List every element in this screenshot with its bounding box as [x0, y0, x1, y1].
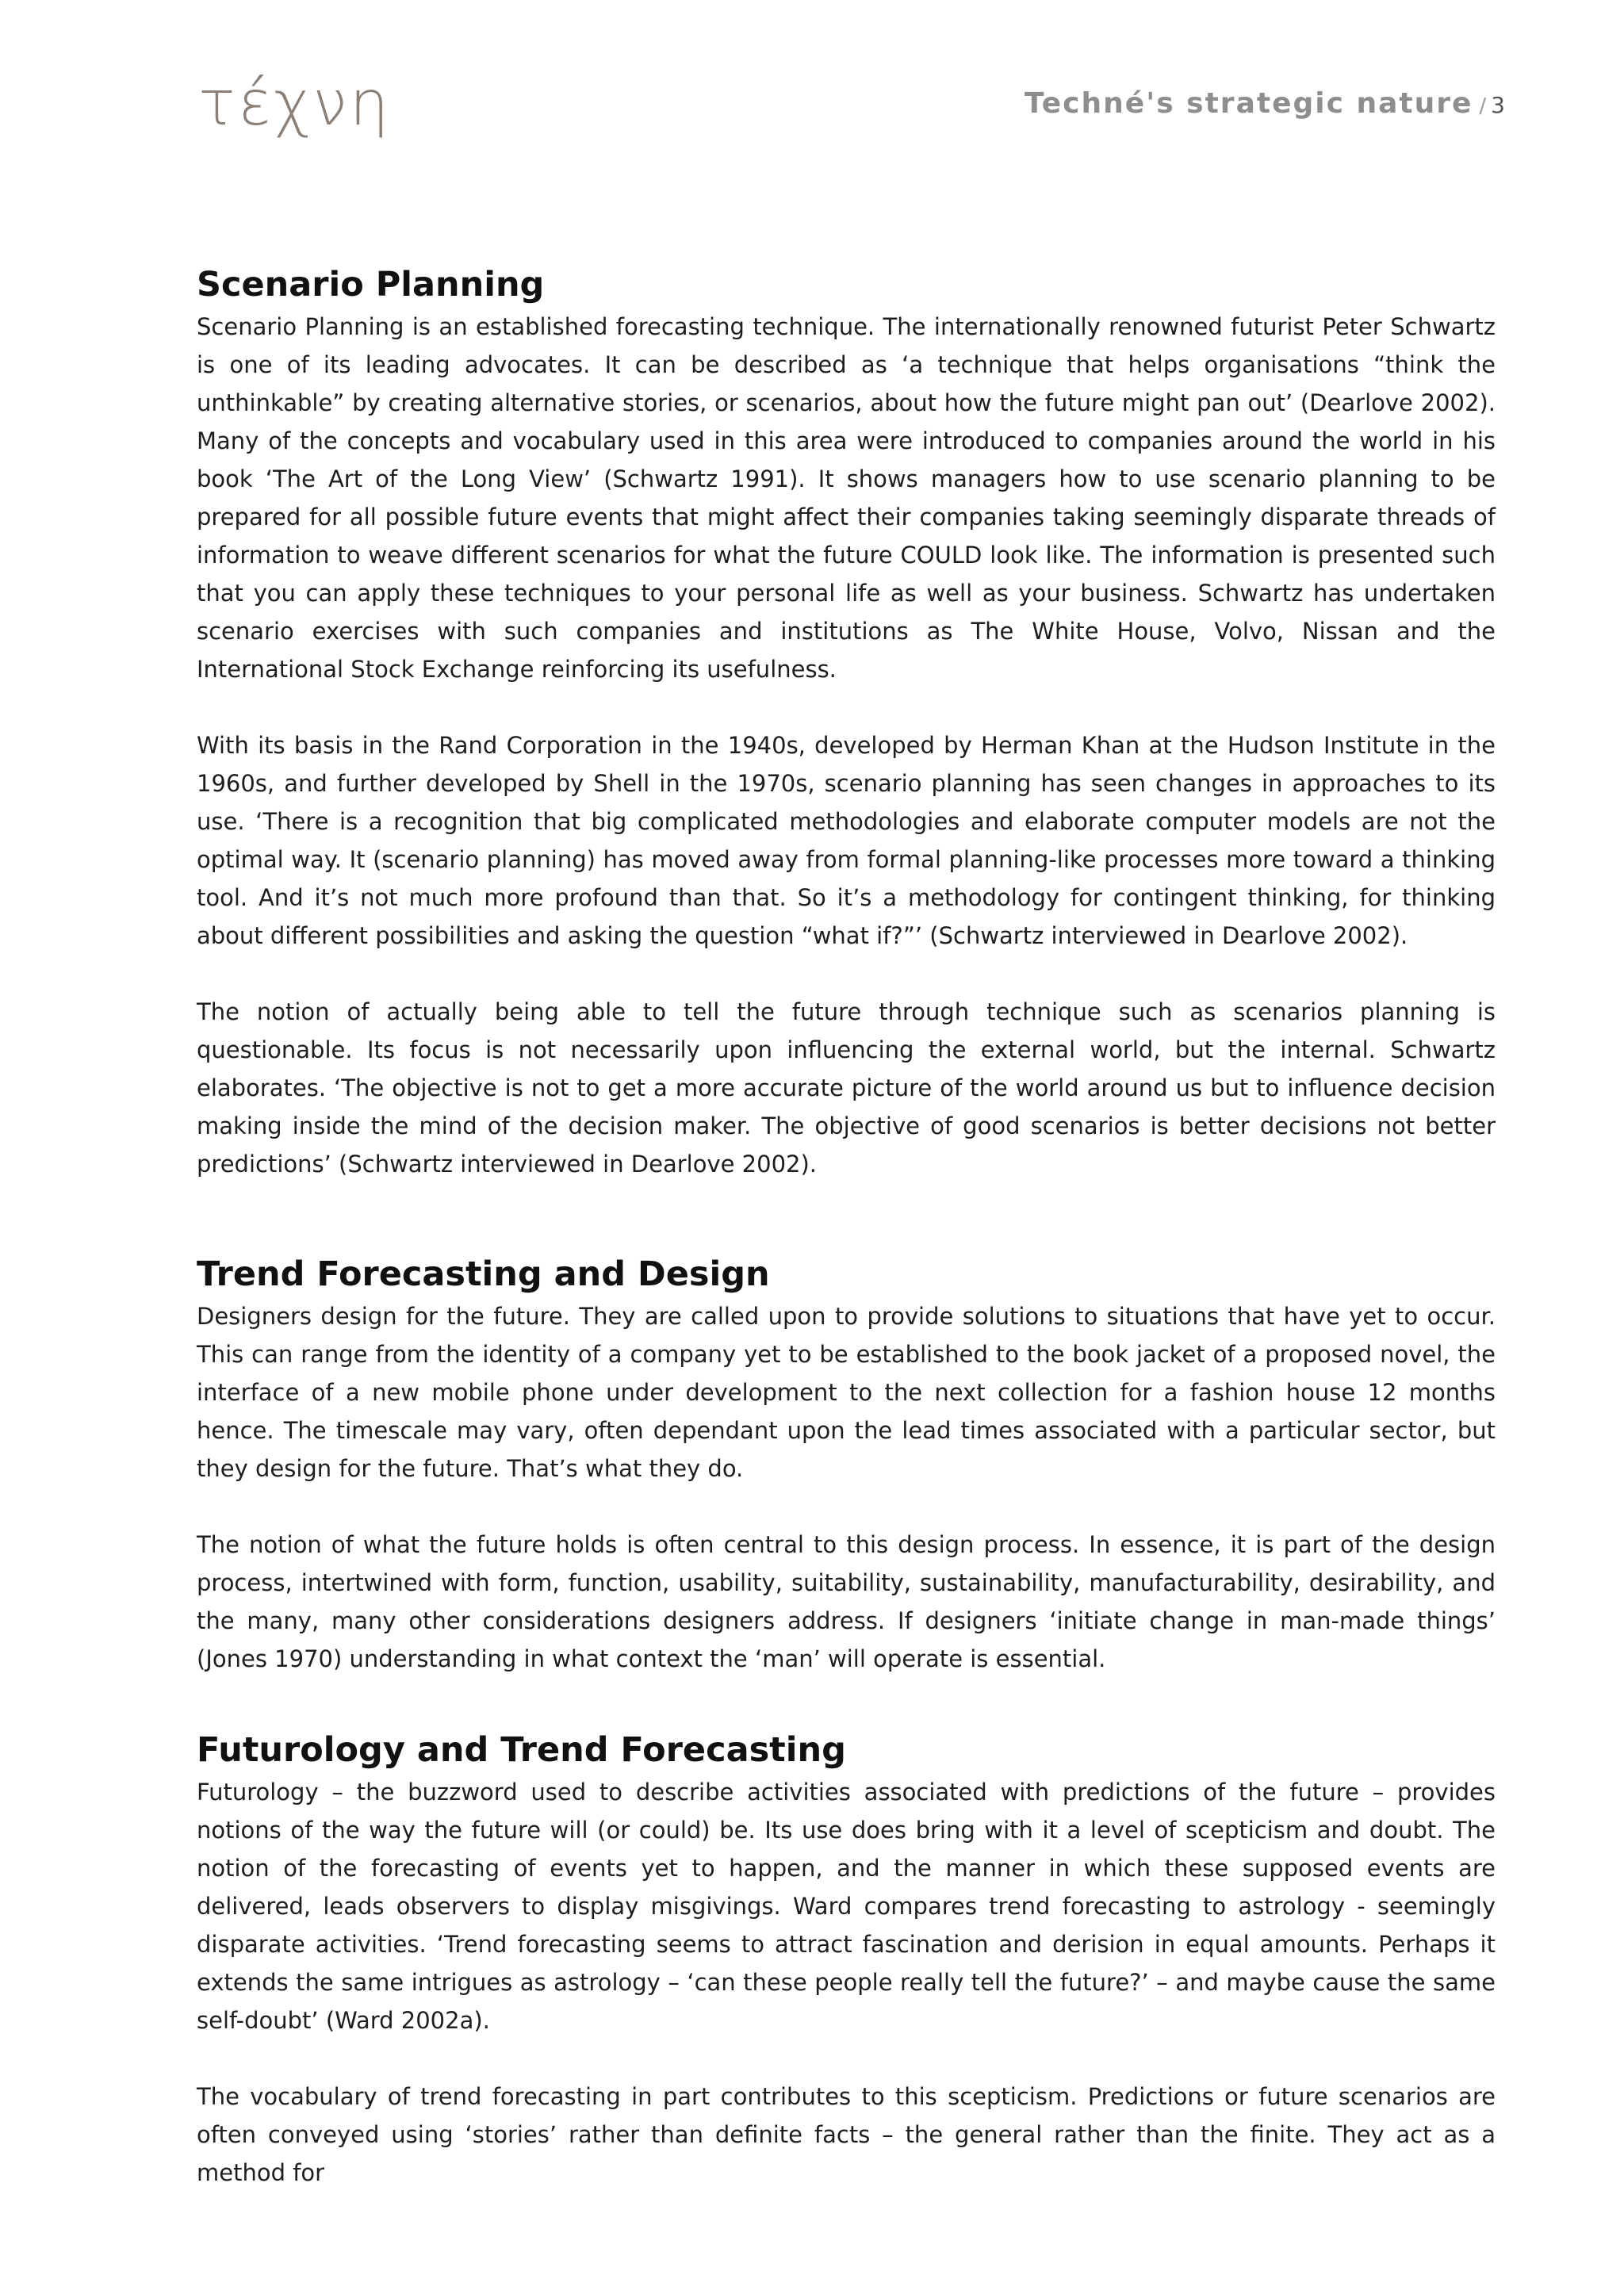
- running-header: [1025, 87, 1505, 120]
- paragraph: The notion of what the future holds is often central to this design process. In essence, it is part of the design process, intertwined with form, function, usability, suitability, sustainability, manufacturability, desirability, and the many, many other considerations designers address. If designers ‘initiate change in man-made things’ (Jones 1970) understanding in what context the ‘man’ will operate is essential.: [197, 1531, 1496, 1672]
- page-body: [197, 262, 1496, 2192]
- paragraph: The vocabulary of trend forecasting in part contributes to this scepticism. Predictions or future scenarios are often conveyed using ‘stories’ rather than definite facts – the general rather than the finite. They act as a method for: [197, 2083, 1496, 2186]
- paragraph: Scenario Planning is an established forecasting technique. The internationally renowned futurist Peter Schwartz is one of its leading advocates. It can be described as ‘a technique that helps organisations “think the unthinkable” by creating alternative stories, or scenarios, about how the future might pan out’ (Dearlove 2002). Many of the concepts and vocabulary used in this area were introduced to companies around the world in his book ‘The Art of the Long View’ (Schwartz 1991). It shows managers how to use scenario planning to be prepared for all possible future events that might affect their companies taking seemingly disparate threads of information to weave different scenarios for what the future COULD look like. The information is presented such that you can apply these techniques to your personal life as well as your business. Schwartz has undertaken scenario exercises with such companies and institutions as The White House, Volvo, Nissan and the International Stock Exchange reinforcing its usefulness.: [197, 313, 1496, 683]
- techne-logo: τέχνη: [198, 68, 392, 140]
- section-heading-trend-forecasting-design: Trend Forecasting and Design: [197, 1254, 770, 1294]
- paragraph: With its basis in the Rand Corporation in the 1940s, developed by Herman Khan at the Hudson Institute in the 1960s, and further developed by Shell in the 1970s, scenario planning has seen changes in approaches to its use. ‘There is a recognition that big complicated methodologies and elaborate computer models are not the optimal way. It (scenario planning) has moved away from formal planning-like processes more toward a thinking tool. And it’s not much more profound than that. So it’s a methodology for contingent thinking, for thinking about different possibilities and asking the question “what if?”’ (Schwartz interviewed in Dearlove 2002).: [197, 732, 1496, 949]
- page-number: 3: [1491, 92, 1505, 118]
- section-heading-futurology: Futurology and Trend Forecasting: [197, 1730, 846, 1770]
- header-separator: /: [1479, 94, 1488, 118]
- section-heading-scenario-planning: Scenario Planning: [197, 265, 545, 304]
- paragraph: Designers design for the future. They are called upon to provide solutions to situations that have yet to occur. This can range from the identity of a company yet to be established to the book jacket of a proposed novel, the interface of a new mobile phone under development to the next collection for a fashion house 12 months hence. The timescale may vary, often dependant upon the lead times associated with a particular sector, but they design for the future. That’s what they do.: [197, 1303, 1496, 1482]
- running-title: Techné's strategic nature: [1024, 87, 1473, 120]
- paragraph: Futurology – the buzzword used to describe activities associated with predictions of the future – provides notions of the way the future will (or could) be. Its use does bring with it a level of scepticism and doubt. The notion of the forecasting of events yet to happen, and the manner in which these supposed events are delivered, leads observers to display misgivings. Ward compares trend forecasting to astrology - seemingly disparate activities. ‘Trend forecasting seems to attract fascination and derision in equal amounts. Perhaps it extends the same intrigues as astrology – ‘can these people really tell the future?’ – and maybe cause the same self-doubt’ (Ward 2002a).: [197, 1779, 1496, 2034]
- paragraph: The notion of actually being able to tell the future through technique such as scenarios planning is questionable. Its focus is not necessarily upon influencing the external world, but the internal. Schwartz elaborates. ‘The objective is not to get a more accurate picture of the world around us but to influence decision making inside the mind of the decision maker. The objective of good scenarios is better decisions not better predictions’ (Schwartz interviewed in Dearlove 2002).: [197, 998, 1496, 1178]
